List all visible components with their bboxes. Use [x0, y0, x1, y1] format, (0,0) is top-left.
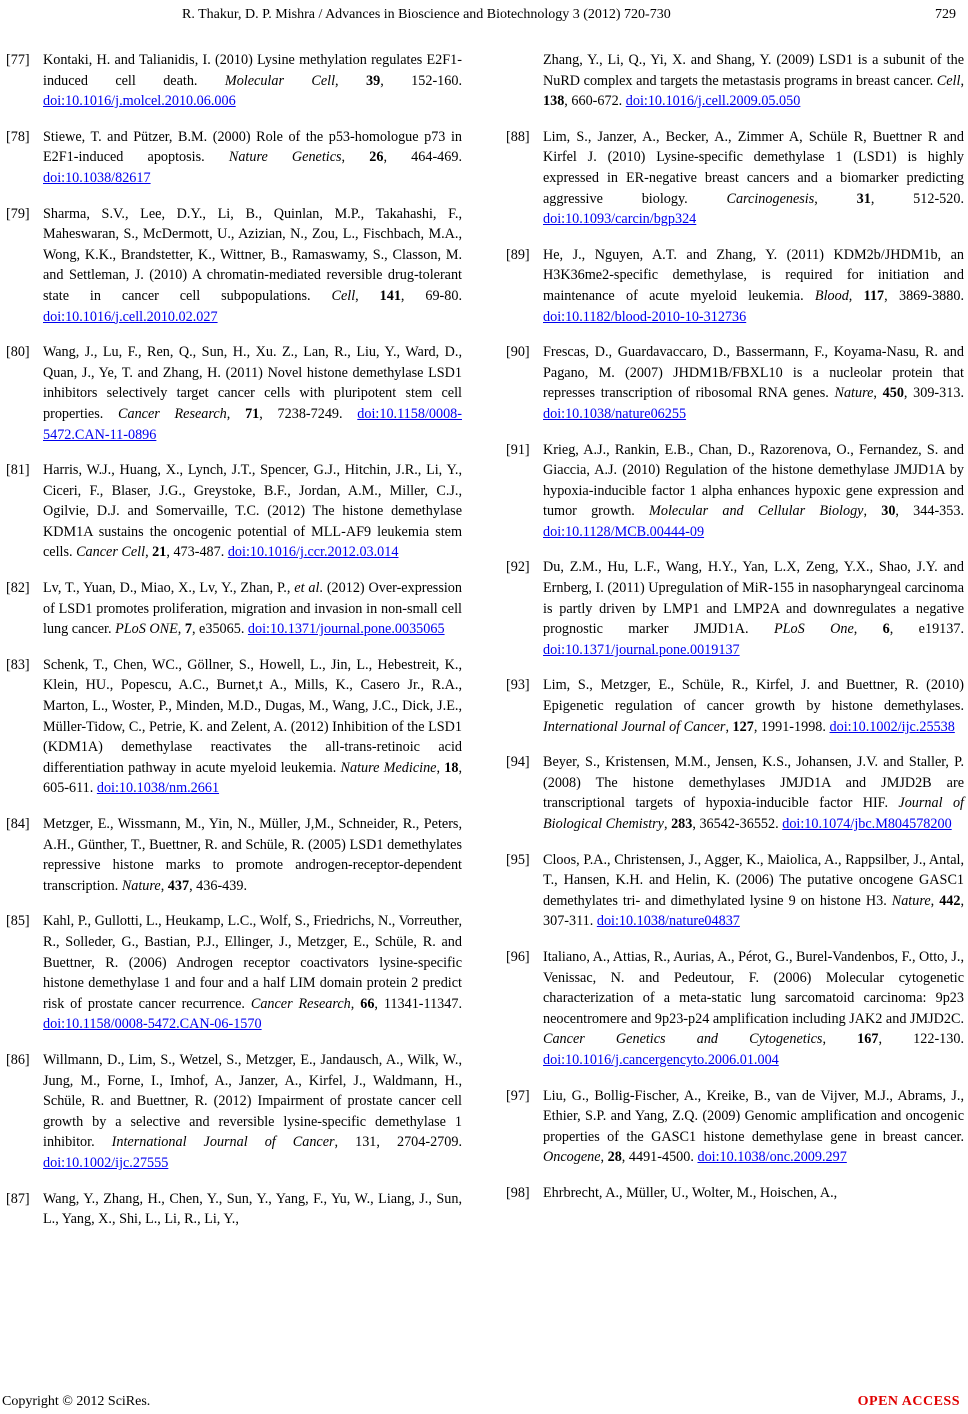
volume-number: 141 — [379, 287, 401, 304]
journal-title: Carcinogenesis — [726, 190, 815, 207]
doi-link[interactable]: doi:10.1038/nm.2661 — [96, 780, 220, 797]
volume-number: 39 — [366, 72, 381, 89]
volume-number: 6 — [882, 621, 890, 638]
reference-text: , 464-469. — [383, 149, 462, 166]
doi-link[interactable]: doi:10.1016/j.cancergencyto.2006.01.004 — [543, 1051, 779, 1068]
reference-entry — [6, 814, 462, 896]
reference-entry — [506, 1183, 964, 1204]
volume-number: 71 — [245, 405, 260, 422]
reference-entry — [6, 204, 462, 328]
reference-text: Italiano, A., Attias, R., Aurias, A., Pérot, G., Burel-Vandenbos, F., Otto, J., Venissac, N. and Pedeutour, F. (2006) Molecular cytogenetic characterization of a meta-static lung sarcomatoid carcinoma: 9p23 neocentromere and 9p23-p24 amplification including JAK2 and JMJD2C. — [543, 948, 964, 1027]
volume-number: 66 — [360, 995, 375, 1012]
reference-number: [78] — [6, 128, 30, 145]
reference-number: [92] — [506, 559, 530, 576]
reference-entry — [506, 1086, 964, 1168]
doi-link[interactable]: doi:10.1158/0008-5472.CAN-06-1570 — [43, 1016, 262, 1033]
journal-title: Cancer Cell — [76, 544, 146, 561]
reference-number: [84] — [6, 816, 30, 832]
volume-number: 26 — [369, 149, 384, 166]
reference-text: , — [160, 877, 168, 894]
volume-number: 21 — [152, 544, 167, 561]
reference-text: , 473-487. — [166, 544, 228, 561]
reference-entry — [506, 127, 964, 230]
reference-text: , 36542-36552. — [692, 816, 783, 832]
reference-text: . (2012) Over-expression of LSD1 promotes proliferation, migration and invasion in non-small cell lung cancer. — [43, 580, 462, 638]
reference-text: , — [600, 1149, 608, 1166]
journal-title: Nature Genetics — [228, 149, 342, 166]
reference-number: [89] — [506, 246, 530, 263]
doi-link[interactable]: doi:10.1093/carcin/bgp324 — [543, 211, 697, 228]
doi-link[interactable]: doi:10.1038/82617 — [43, 169, 151, 186]
volume-number: 437 — [167, 877, 190, 894]
journal-title: International Journal of Cancer — [111, 1134, 335, 1151]
references-right-column — [506, 50, 964, 1219]
page-footer — [0, 1394, 968, 1414]
references-left-column — [6, 50, 462, 1245]
reference-text: Sharma, S.V., Lee, D.Y., Li, B., Quinlan, M.P., Takahashi, F., Maheswaran, S., McDermott, U., Azizian, N., Zou, L., Fischbach, M.A., Wong, K.K., Brandstetter, K., Wittner, B., Ramaswamy, S., Classon, M. and Settleman, J. (2010) A chromatin-mediated reversible drug-tolerant state in cancer cell subpopulations. — [43, 205, 462, 304]
reference-number: [80] — [6, 344, 30, 361]
reference-text: , — [145, 544, 153, 561]
reference-entry — [506, 50, 964, 112]
reference-text: , 122-130. — [878, 1031, 964, 1048]
reference-number: [79] — [6, 205, 30, 222]
reference-number: [95] — [506, 851, 530, 868]
reference-text: , 7238-7249. — [259, 405, 358, 422]
reference-text: He, J., Nguyen, A.T. and Zhang, Y. (2011) KDM2b/JHDM1b, an H3K36me2-specific demethylase, is required for initiation and maintenance of acute myeloid leukemia. — [543, 246, 964, 304]
reference-text: , — [960, 72, 964, 89]
doi-link[interactable]: doi:10.1002/ijc.27555 — [43, 1154, 169, 1171]
volume-number: 30 — [881, 503, 896, 520]
reference-text: , — [226, 405, 246, 422]
journal-title: Nature Medicine — [340, 759, 437, 776]
reference-entry — [506, 342, 964, 424]
reference-text: Du, Z.M., Hu, L.F., Wang, H.Y., Yan, L.X, Zeng, Y.X., Shao, J.Y. and Ernberg, I. (2011) Upregulation of MiR-155 in nasopharyngeal carcinoma is partly driven by LMP1 and LMP2A and downregulates a negative prognostic marker JMJD1A. — [543, 559, 964, 638]
volume-number: 127 — [732, 718, 754, 735]
page-number: 729 — [935, 7, 956, 22]
reference-number: [86] — [6, 1051, 30, 1068]
reference-text: Liu, G., Bollig-Fischer, A., Kreike, B., van de Vijver, M.J., Abrams, J., Ethier, S.P. and Yang, Z.Q. (2009) Genomic amplification and oncogenic properties of the GASC1 histone demethylase gene in breast cancer. — [543, 1087, 964, 1145]
doi-link[interactable]: doi:10.1371/journal.pone.0019137 — [543, 641, 740, 658]
reference-text: Kontaki, H. and Talianidis, I. (2010) Lysine methylation regulates E2F1-induced cell death. — [43, 52, 462, 89]
doi-link[interactable]: doi:10.1074/jbc.M804578200 — [782, 816, 952, 832]
reference-text: Zhang, Y., Li, Q., Yi, X. and Shang, Y. (2009) LSD1 is a subunit of the NuRD complex and targets the metastasis programs in breast cancer. — [543, 52, 964, 89]
doi-link[interactable]: doi:10.1016/j.cell.2010.02.027 — [43, 308, 218, 325]
doi-link[interactable]: doi:10.1371/journal.pone.0035065 — [247, 621, 445, 638]
reference-text: , — [663, 816, 672, 832]
volume-number: 283 — [671, 816, 693, 832]
reference-text: , 660-672. — [564, 93, 626, 110]
reference-text: Harris, W.J., Huang, X., Lynch, J.T., Spencer, G.J., Hitchin, J.R., Li, Y., Ciceri, F., Blaser, J.G., Greystoke, B.F., Jordan, A.M., Miller, C.J., Ogilvie, D.J. and Somervaille, T.C. (2012) The histone demethylase KDM1A sustains the oncogenic potential of MLL-AF9 leukemia stem cells. — [43, 462, 462, 561]
journal-title: Cell — [331, 287, 356, 304]
reference-text: , — [822, 1031, 858, 1048]
reference-number: [77] — [6, 52, 30, 68]
journal-title: PLoS ONE — [115, 621, 178, 638]
reference-text: , — [355, 287, 380, 304]
reference-text: , 4491-4500. — [621, 1149, 698, 1166]
reference-text: , 605-611. — [43, 759, 463, 797]
doi-link[interactable]: doi:10.1016/j.cell.2009.05.050 — [625, 93, 801, 110]
volume-number: 18 — [444, 759, 459, 776]
reference-number: [97] — [506, 1087, 530, 1104]
doi-link[interactable]: doi:10.1038/nature04837 — [596, 913, 740, 930]
reference-number: [96] — [506, 948, 530, 965]
journal-title: Cancer Research — [250, 995, 351, 1012]
reference-text: , — [814, 190, 857, 207]
doi-link[interactable]: doi:10.1016/j.molcel.2010.06.006 — [43, 93, 236, 110]
journal-title: Nature — [121, 877, 161, 894]
journal-title: PLoS One — [773, 621, 854, 638]
reference-text: , — [725, 718, 733, 735]
reference-text: , 512-520. — [870, 190, 965, 207]
reference-text: , 152-160. — [380, 72, 462, 89]
reference-text: , — [848, 287, 864, 304]
reference-entry — [6, 50, 462, 112]
reference-text: , 3869-3880. — [884, 287, 964, 304]
volume-number: 31 — [856, 190, 871, 207]
reference-text: Stiewe, T. and Pützer, B.M. (2000) Role of the p53-homologue p73 in E2F1-induced apoptosis. — [43, 128, 462, 166]
journal-title: Nature — [891, 892, 931, 909]
doi-link[interactable]: doi:10.1038/onc.2009.297 — [697, 1149, 847, 1166]
reference-number: [93] — [506, 677, 530, 694]
reference-text: , 131, 2704-2709. — [334, 1134, 462, 1151]
reference-number: [83] — [6, 656, 30, 673]
reference-text: , — [853, 621, 883, 638]
doi-link[interactable]: doi:10.1182/blood-2010-10-312736 — [543, 308, 747, 325]
reference-text: , 436-439. — [189, 877, 248, 894]
reference-text: , 69-80. — [400, 287, 463, 304]
reference-number: [98] — [506, 1184, 530, 1201]
reference-number: [90] — [506, 344, 530, 361]
reference-text: , — [873, 385, 883, 402]
reference-text: Schenk, T., Chen, WC., Göllner, S., Howell, L., Jin, L., Hebestreit, K., Klein, HU., Popescu, A.C., Burnet,t A., Mills, K., Casero Jr., R.A., Marton, L., Woster, P., Minden, M.D., Dugas, M., Wang, J.C., Dick, J.E., Müller-Tidow, C., Petrie, K. and Zelent, A. (2012) Inhibition of the LSD1 (KDM1A) demethylase reactivates the all-trans-retinoic acid differentiation pathway in acute myeloid leukemia. — [43, 656, 462, 776]
volume-number: 450 — [882, 385, 904, 402]
journal-title: Journal of Biological Chemistry — [543, 795, 964, 832]
open-access-label: OPEN ACCESS — [857, 1394, 960, 1409]
reference-text: Wang, J., Lu, F., Ren, Q., Sun, H., Xu. Z., Lan, R., Liu, Y., Ward, D., Quan, J., Ye, T. and Zhang, H. (2011) Novel histone demethylase LSD1 inhibitors selectively target cancer cells with pluripotent stem cell properties. — [43, 344, 462, 422]
reference-text: Cloos, P.A., Christensen, J., Agger, K., Maiolica, A., Rappsilber, J., Antal, T., Hansen, K.H. and Helin, K. (2006) The putative oncogene GASC1 demethylates tri- and dimethylated lysine 9 on histone H3. — [543, 851, 964, 909]
reference-entry — [6, 655, 462, 799]
reference-text: Wang, Y., Zhang, H., Chen, Y., Sun, Y., Yang, F., Yu, W., Liang, J., Sun, L., Yang, X., Shi, L., Li, R., Li, Y., — [43, 1190, 462, 1228]
reference-entry — [6, 1050, 462, 1174]
reference-text: , — [341, 149, 370, 166]
journal-title: Blood — [814, 287, 849, 304]
journal-title: International Journal of Cancer — [543, 718, 726, 735]
reference-entry — [6, 578, 462, 640]
reference-text: Beyer, S., Kristensen, M.M., Jensen, K.S., Johansen, J.V. and Staller, P. (2008) The histone demethylases JMJD1A and JMJD2B are transcriptional targets of hypoxia-inducible factor HIF. — [543, 754, 964, 812]
doi-link[interactable]: doi:10.1002/ijc.25538 — [829, 718, 955, 735]
journal-title: Nature — [834, 385, 874, 402]
reference-number: [82] — [6, 580, 30, 597]
doi-link[interactable]: doi:10.1128/MCB.00444-09 — [543, 523, 705, 540]
reference-text: , — [350, 995, 361, 1012]
reference-entry — [506, 245, 964, 327]
volume-number: 167 — [857, 1031, 879, 1048]
journal-title: Oncogene — [543, 1149, 601, 1166]
doi-link[interactable]: doi:10.1038/nature06255 — [543, 405, 687, 422]
reference-text: Kahl, P., Gullotti, L., Heukamp, L.C., Wolf, S., Friedrichs, N., Vorreuther, R., Solleder, G., Bastian, P.J., Ellinger, J., Metzger, E., Schüle, R. and Buettner, R. (2006) Androgen receptor coactivators lysine-specific histone demethylase 1 and four and a half LIM domain protein 2 predict risk of prostate cancer recurrence. — [43, 913, 462, 1012]
reference-entry — [6, 460, 462, 563]
journal-title: Cancer Genetics and Cytogenetics — [543, 1031, 823, 1048]
reference-text: Lv, T., Yuan, D., Miao, X., Lv, Y., Zhan, P., — [43, 580, 295, 597]
reference-number: [87] — [6, 1190, 30, 1207]
reference-text: , — [436, 759, 445, 776]
reference-text: , 1991-1998. — [753, 718, 830, 735]
reference-number: [94] — [506, 754, 530, 771]
running-header — [0, 6, 968, 26]
reference-text: Willmann, D., Lim, S., Wetzel, S., Metzger, E., Jandausch, A., Wilk, W., Jung, M., Forne, I., Imhof, A., Janzer, A., Kirfel, J., Waldmann, H., Schüle, R. and Buettner, R. (2012) Impairment of prostate cancer cell growth by a selective and reversible lysine-specific demethylase 1 inhibitor. — [43, 1051, 462, 1151]
volume-number: 7 — [184, 621, 192, 638]
reference-text: , — [177, 621, 185, 638]
doi-link[interactable]: doi:10.1158/0008-5472.CAN-11-0896 — [43, 405, 462, 443]
reference-text: Metzger, E., Wissmann, M., Yin, N., Müller, J,M., Schneider, R., Peters, A.H., Günther, T., Buettner, R. and Schüle, R. (2005) LSD1 demethylates repressive histone marks to promote androgen-receptor-dependent transcription. — [43, 816, 462, 894]
reference-text: , — [930, 892, 940, 909]
reference-entry — [6, 342, 462, 445]
reference-number: [81] — [6, 462, 30, 479]
reference-number: [88] — [506, 128, 530, 145]
reference-entry — [506, 557, 964, 660]
volume-number: 442 — [939, 892, 961, 909]
reference-text: , 309-313. — [903, 385, 964, 402]
volume-number: 138 — [543, 93, 565, 110]
volume-number: 28 — [607, 1149, 622, 1166]
reference-text: , e19137. — [889, 621, 964, 638]
reference-entry — [6, 127, 462, 189]
reference-text: Lim, S., Janzer, A., Becker, A., Zimmer A, Schüle R, Buettner R and Kirfel J. (2010) Lysine-specific demethylase 1 (LSD1) is highly expressed in ER-negative breast cancers and a biomarker predicting aggressive biology. — [543, 128, 964, 207]
reference-entry — [506, 850, 964, 932]
reference-text: , — [863, 503, 882, 520]
reference-entry — [6, 1189, 462, 1230]
reference-text: Frescas, D., Guardavaccaro, D., Bassermann, F., Koyama-Nasu, R. and Pagano, M. (2007) JHDM1B/FBXL10 is a nucleolar protein that represses transcription of ribosomal RNA genes. — [543, 344, 964, 402]
reference-entry — [506, 675, 964, 737]
reference-text: Krieg, A.J., Rankin, E.B., Chan, D., Razorenova, O., Fernandez, S. and Giaccia, A.J. (2010) Regulation of the histone demethylase JMJD1A by hypoxia-inducible factor 1 alpha enhances hypoxic gene expression and tumor growth. — [543, 441, 964, 520]
reference-text: Ehrbrecht, A., Müller, U., Wolter, M., Hoischen, A., — [543, 1184, 838, 1201]
reference-number: [85] — [6, 913, 30, 930]
doi-link[interactable]: doi:10.1016/j.ccr.2012.03.014 — [227, 544, 399, 561]
reference-text: , 11341-11347. — [374, 995, 462, 1012]
reference-entry — [506, 947, 964, 1071]
reference-text: , — [335, 72, 367, 89]
reference-text: , 307-311. — [543, 892, 965, 930]
volume-number: 117 — [863, 287, 885, 304]
journal-title: Molecular and Cellular Biology — [649, 503, 864, 520]
reference-text: Lim, S., Metzger, E., Schüle, R., Kirfel, J. and Buettner, R. (2010) Epigenetic regulation of cancer growth by histone demethylases. — [543, 677, 964, 715]
copyright-notice: Copyright © 2012 SciRes. — [2, 1394, 151, 1409]
reference-text: , e35065. — [191, 621, 248, 638]
journal-title: Cell — [936, 72, 961, 89]
reference-entry — [6, 911, 462, 1035]
reference-number: [91] — [506, 441, 530, 458]
reference-entry — [506, 440, 964, 543]
journal-title: Cancer Research — [118, 405, 227, 422]
reference-entry — [506, 752, 964, 834]
reference-text: , 344-353. — [895, 503, 964, 520]
running-title: R. Thakur, D. P. Mishra / Advances in Bioscience and Biotechnology 3 (2012) 720-730 — [182, 7, 671, 22]
journal-title: et al — [294, 580, 320, 597]
journal-title: Molecular Cell — [224, 72, 336, 89]
